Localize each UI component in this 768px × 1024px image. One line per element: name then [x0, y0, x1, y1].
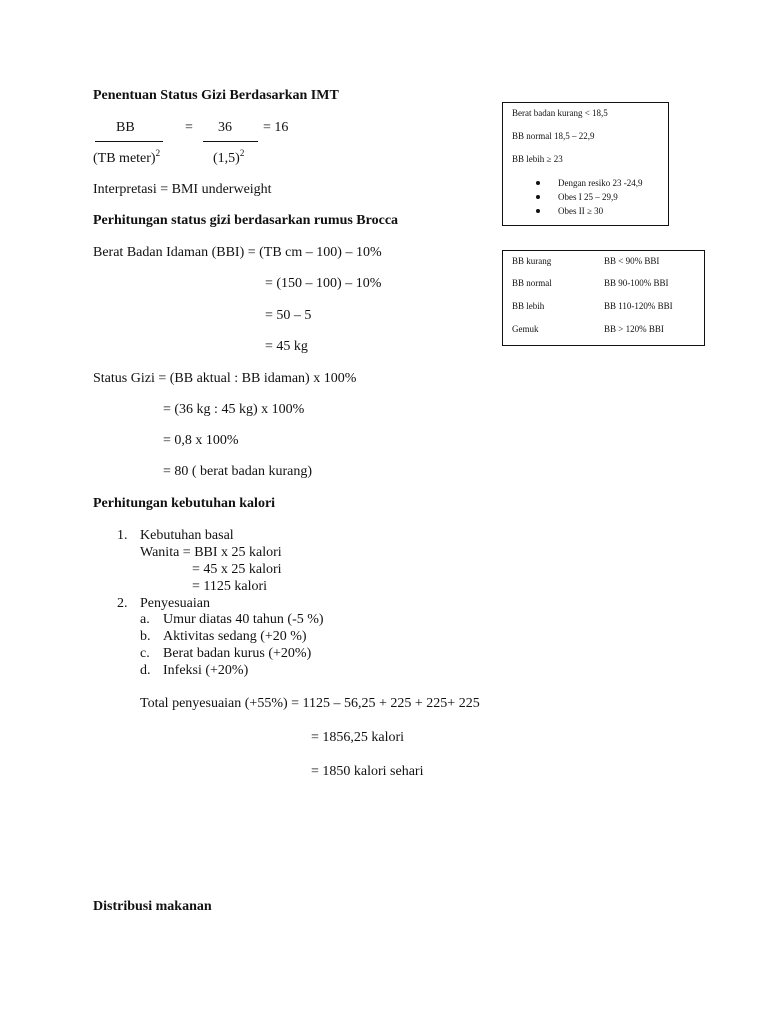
status-gizi-step-3: = 0,8 x 100% — [163, 433, 239, 448]
total-penyesuaian: Total penyesuaian (+55%) = 1125 – 56,25 + 225 + 225+ 225 — [140, 696, 480, 711]
list-number-2: 2. — [117, 596, 128, 611]
box1-row-kurang: Berat badan kurang < 18,5 — [512, 108, 608, 118]
tb-meter-denominator: (TB meter)$^2$ — [93, 148, 161, 166]
bbi-step-3: = 50 – 5 — [265, 308, 312, 323]
bullet-icon — [536, 195, 540, 199]
box1-bullet-obes2: Obes II ≥ 30 — [558, 206, 604, 216]
total-result: = 1850 kalori sehari — [311, 764, 424, 779]
sublist-label-c: c. — [140, 646, 150, 661]
fraction-line-1 — [95, 141, 163, 142]
adjust-infeksi: Infeksi (+20%) — [163, 663, 249, 678]
interpretasi-line: Interpretasi = BMI underweight — [93, 182, 272, 197]
imt-classification-box — [502, 102, 669, 226]
penyesuaian: Penyesuaian — [140, 596, 210, 611]
box1-bullet-obes1: Obes I 25 – 29,9 — [558, 192, 618, 202]
bullet-icon — [536, 181, 540, 185]
heading-kalori: Perhitungan kebutuhan kalori — [93, 496, 276, 511]
box2-label: BB kurang — [512, 256, 552, 266]
heading-distribusi: Distribusi makanan — [93, 899, 212, 914]
adjust-umur: Umur diatas 40 tahun (-5 %) — [163, 612, 324, 627]
box2-label: BB lebih — [512, 301, 545, 311]
heading-brocca: Perhitungan status gizi berdasarkan rumus Brocca — [93, 213, 399, 228]
bbi-step-2: = (150 – 100) – 10% — [265, 276, 382, 291]
box1-row-lebih: BB lebih ≥ 23 — [512, 154, 563, 164]
adjust-berat-badan: Berat badan kurus (+20%) — [163, 646, 312, 661]
sublist-label-a: a. — [140, 612, 150, 627]
list-number-1: 1. — [117, 528, 128, 543]
adjust-aktivitas: Aktivitas sedang (+20 %) — [163, 629, 307, 644]
basal-result: = 1125 kalori — [192, 579, 268, 594]
sublist-label-d: d. — [140, 663, 151, 678]
weight-numerator: 36 — [218, 120, 232, 135]
total-step-2: = 1856,25 kalori — [311, 730, 405, 745]
bullet-icon — [536, 209, 540, 213]
basal-formula: Wanita = BBI x 25 kalori — [140, 545, 282, 560]
box2-label: BB normal — [512, 278, 552, 288]
kebutuhan-basal: Kebutuhan basal — [140, 528, 234, 543]
heading-imt: Penentuan Status Gizi Berdasarkan IMT — [93, 88, 339, 103]
status-gizi-result: = 80 ( berat badan kurang) — [163, 464, 313, 479]
sublist-label-b: b. — [140, 629, 151, 644]
box2-value: BB > 120% BBI — [604, 324, 664, 334]
imt-result: = 16 — [263, 120, 289, 135]
box2-value: BB 90-100% BBI — [604, 278, 669, 288]
box1-row-normal: BB normal 18,5 – 22,9 — [512, 131, 595, 141]
box2-value: BB 110-120% BBI — [604, 301, 673, 311]
status-gizi-step-2: = (36 kg : 45 kg) x 100% — [163, 402, 305, 417]
equals-sign: = — [185, 120, 193, 135]
box2-label: Gemuk — [512, 324, 539, 334]
bbi-classification-box — [502, 250, 705, 346]
bbi-formula: Berat Badan Idaman (BBI) = (TB cm – 100) – 10% — [93, 245, 382, 260]
fraction-line-2 — [203, 141, 258, 142]
bbi-result: = 45 kg — [265, 339, 308, 354]
status-gizi-formula: Status Gizi = (BB aktual : BB idaman) x 100% — [93, 371, 357, 386]
height-denominator: $(1,5)^2$ — [213, 148, 245, 166]
box1-bullet-resiko: Dengan resiko 23 -24,9 — [558, 178, 643, 188]
bb-numerator: BB — [116, 120, 135, 135]
basal-step-2: = 45 x 25 kalori — [192, 562, 282, 577]
box2-value: BB < 90% BBI — [604, 256, 660, 266]
